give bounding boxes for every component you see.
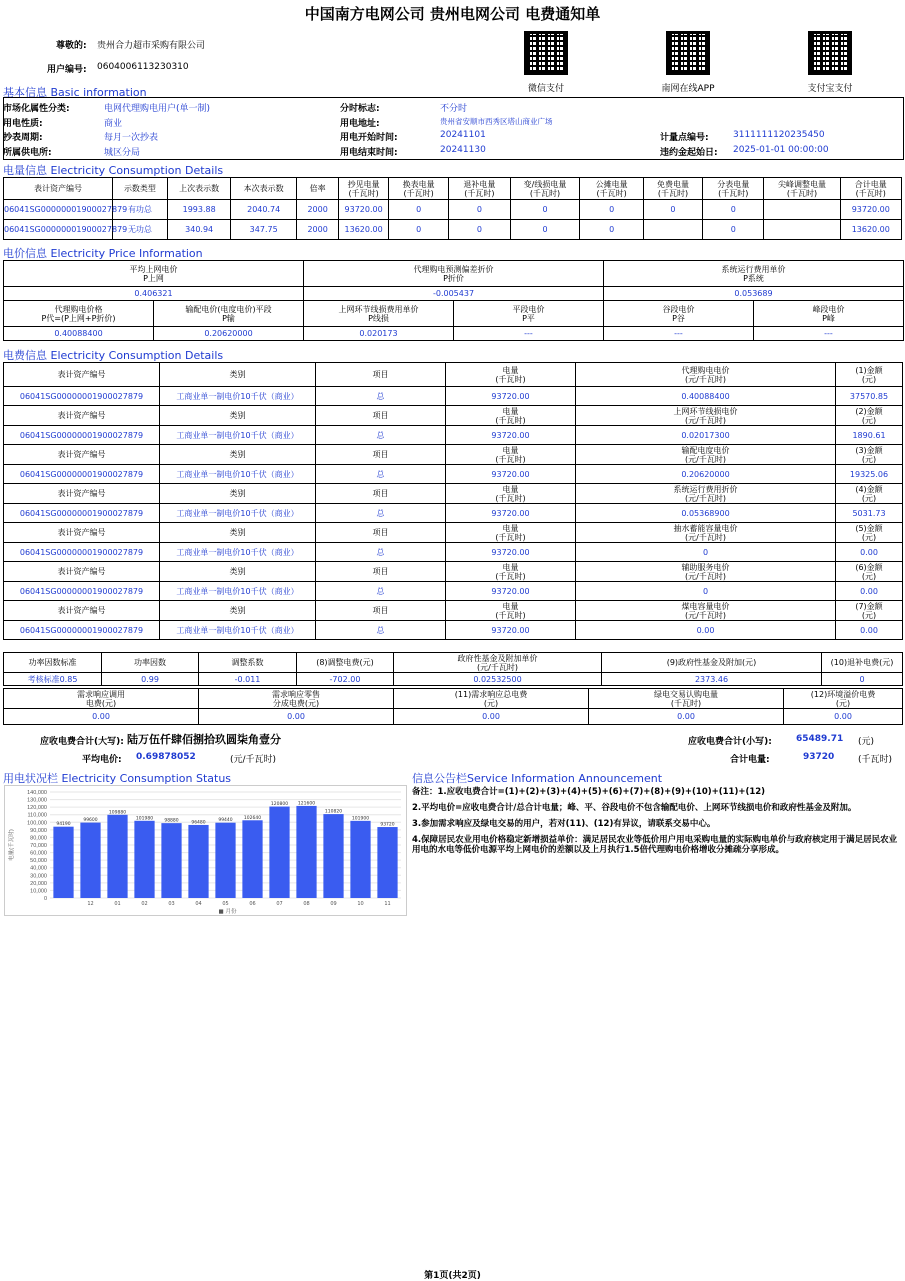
fee-cell: 93720.00 xyxy=(446,465,576,484)
consumption-heading: 电量信息 Electricity Consumption Details xyxy=(3,164,224,177)
fee-cell: 06041SG00000001900027879 xyxy=(4,543,160,562)
avg-price-value: 0.69878052 xyxy=(136,752,196,762)
fee-header: 煤电容量电价 (元/千瓦时) xyxy=(576,601,836,621)
price-heading: 电价信息 Electricity Price Information xyxy=(3,247,203,260)
payment-label: 南网在线APP xyxy=(661,84,715,94)
basic-field-value: 20241101 xyxy=(440,130,486,140)
price-table xyxy=(3,260,904,341)
y-tick-label: 120,000 xyxy=(27,805,47,812)
bar-value-label: 96480 xyxy=(191,820,206,826)
fee-header: 项目 xyxy=(316,445,446,465)
x-tick-label: 03 xyxy=(168,901,175,907)
consumption-cell: 2000 xyxy=(296,200,338,220)
total-small-unit: (元) xyxy=(858,737,875,747)
fee-header: 类别 xyxy=(160,363,316,387)
pf-header: 功率因数标准 xyxy=(4,653,102,673)
avg-price-label: 平均电价: xyxy=(82,755,122,765)
price-header: 谷段电价 P谷 xyxy=(604,301,754,327)
notice-item: 备注：1.应收电费合计=(1)+(2)+(3)+(4)+(5)+(6)+(7)+(8)+(9)+(10)+(11)+(12) xyxy=(412,787,766,797)
pf-cell: 2373.46 xyxy=(602,673,822,686)
chart-bar xyxy=(323,814,343,898)
fee-cell: 总 xyxy=(316,582,446,601)
page-footer: 第1页(共2页) xyxy=(424,1271,481,1281)
bar-value-label: 101980 xyxy=(135,816,154,822)
basic-field-label: 市场化属性分类: xyxy=(3,104,70,114)
chart-bar xyxy=(269,807,289,898)
consumption-header: 倍率 xyxy=(296,178,338,200)
total-qty-value: 93720 xyxy=(803,752,835,762)
chart-bar xyxy=(242,820,262,898)
fee-cell: 0.20620000 xyxy=(576,465,836,484)
table-row xyxy=(4,465,903,484)
chart-bar xyxy=(161,823,181,898)
consumption-cell: 0 xyxy=(388,200,448,220)
basic-field-value: 20241130 xyxy=(440,144,486,155)
basic-info-heading: 基本信息 Basic information xyxy=(3,86,147,99)
price-value: --- xyxy=(454,327,604,341)
notice-item: 3.参加需求响应及绿电交易的用户，若对(11)、(12)有异议，请联系交易中心。 xyxy=(412,819,716,829)
price-value: --- xyxy=(754,327,904,341)
chart-bar xyxy=(80,823,100,898)
payment-label: 支付宝支付 xyxy=(807,84,853,94)
dr-header: (12)环境溢价电费 (元) xyxy=(784,689,903,709)
fee-header: (7)金额 (元) xyxy=(836,601,903,621)
demand-response-table xyxy=(3,688,903,725)
fee-header: 电量 (千瓦时) xyxy=(446,363,576,387)
fee-header: 项目 xyxy=(316,484,446,504)
consumption-cell: 2000 xyxy=(296,220,338,240)
consumption-cell: 0 xyxy=(510,220,580,240)
fee-header: 上网环节线损电价 (元/千瓦时) xyxy=(576,406,836,426)
price-header: 代理购电预测偏差折价 P折价 xyxy=(304,261,604,287)
basic-field-value: 2025-01-01 00:00:00 xyxy=(733,144,829,155)
fee-cell: 93720.00 xyxy=(446,621,576,640)
fee-header: 电量 (千瓦时) xyxy=(446,523,576,543)
fee-header: 类别 xyxy=(160,484,316,504)
y-tick-label: 40,000 xyxy=(30,865,47,872)
fee-header: 系统运行费用折价 (元/千瓦时) xyxy=(576,484,836,504)
bar-value-label: 120800 xyxy=(270,802,289,808)
fee-cell: 0.05368900 xyxy=(576,504,836,523)
fee-cell: 06041SG00000001900027879 xyxy=(4,621,160,640)
consumption-cell: 340.94 xyxy=(167,220,230,240)
dr-header: 绿电交易认购电量 (千瓦时) xyxy=(589,689,784,709)
fee-header: 代理购电电价 (元/千瓦时) xyxy=(576,363,836,387)
customer-name: 贵州合力超市采购有限公司 xyxy=(97,41,206,51)
bar-value-label: 110820 xyxy=(324,809,343,815)
fee-cell: 93720.00 xyxy=(446,426,576,445)
y-tick-label: 110,000 xyxy=(27,812,47,819)
consumption-cell: 0 xyxy=(580,200,643,220)
fee-cell: 工商业单一制电价10千伏（商业） xyxy=(160,465,316,484)
pf-header: (10)退补电费(元) xyxy=(822,653,903,673)
customer-name-label: 尊敬的: xyxy=(56,41,87,51)
x-tick-label: 04 xyxy=(195,901,202,907)
price-value: 0.406321 xyxy=(4,287,304,301)
chart-bar xyxy=(134,821,154,898)
fee-cell: 工商业单一制电价10千伏（商业） xyxy=(160,543,316,562)
x-axis-label: ■ 月份 xyxy=(218,909,237,915)
price-value: --- xyxy=(604,327,754,341)
fee-cell: 0 xyxy=(576,543,836,562)
chart-bar xyxy=(215,823,235,898)
y-tick-label: 0 xyxy=(43,896,47,902)
consumption-cell: 0 xyxy=(703,220,764,240)
consumption-header: 免费电量 (千瓦时) xyxy=(643,178,702,200)
table-row xyxy=(4,582,903,601)
fee-cell: 工商业单一制电价10千伏（商业） xyxy=(160,387,316,406)
bar-value-label: 99600 xyxy=(83,818,98,824)
y-tick-label: 70,000 xyxy=(30,843,47,849)
x-tick-label: 06 xyxy=(249,901,256,907)
basic-field-value: 城区分局 xyxy=(104,147,141,158)
notice-heading: 信息公告栏Service Information Announcement xyxy=(412,772,663,785)
fee-header: 表计资产编号 xyxy=(4,601,160,621)
fee-header: (3)金额 (元) xyxy=(836,445,903,465)
pf-header: 调整系数 xyxy=(199,653,297,673)
bar-value-label: 99440 xyxy=(218,818,233,824)
fee-header: 表计资产编号 xyxy=(4,363,160,387)
fee-header: (6)金额 (元) xyxy=(836,562,903,582)
fee-header: (4)金额 (元) xyxy=(836,484,903,504)
price-header: 平段电价 P平 xyxy=(454,301,604,327)
fee-header: 电量 (千瓦时) xyxy=(446,406,576,426)
fee-cell: 06041SG00000001900027879 xyxy=(4,504,160,523)
fee-header: 表计资产编号 xyxy=(4,562,160,582)
bar-value-label: 109880 xyxy=(108,810,127,816)
y-tick-label: 20,000 xyxy=(30,880,47,887)
table-row xyxy=(4,426,903,445)
status-heading: 用电状况栏 Electricity Consumption Status xyxy=(3,772,232,785)
consumption-header: 抄见电量 (千瓦时) xyxy=(339,178,389,200)
consumption-cell xyxy=(764,200,840,220)
basic-field-value: 贵州省安顺市西秀区塔山商业广场 xyxy=(440,116,553,126)
qr-code-icon[interactable] xyxy=(808,31,852,75)
x-tick-label: 05 xyxy=(222,901,229,907)
fee-header: 类别 xyxy=(160,445,316,465)
consumption-header: 公摊电量 (千瓦时) xyxy=(580,178,643,200)
fee-cell: 总 xyxy=(316,504,446,523)
price-value: 0.20620000 xyxy=(154,327,304,341)
y-tick-label: 140,000 xyxy=(27,790,47,796)
bar-value-label: 93720 xyxy=(380,822,395,828)
consumption-header: 变/线损电量 (千瓦时) xyxy=(510,178,580,200)
fee-header: 表计资产编号 xyxy=(4,523,160,543)
dr-header: 需求响应零售 分成电费(元) xyxy=(199,689,394,709)
consumption-header: 本次表示数 xyxy=(231,178,297,200)
chart-bar xyxy=(296,806,316,898)
table-row xyxy=(4,220,902,240)
chart-bar xyxy=(53,827,73,898)
bar-value-label: 102640 xyxy=(243,815,262,821)
consumption-cell: 有功总 xyxy=(112,200,167,220)
y-tick-label: 60,000 xyxy=(30,850,47,857)
fee-cell: 93720.00 xyxy=(446,582,576,601)
power-factor-table xyxy=(3,652,903,686)
fee-cell: 37570.85 xyxy=(836,387,903,406)
basic-field-label: 用电开始时间: xyxy=(340,133,398,143)
consumption-header: 分表电量 (千瓦时) xyxy=(703,178,764,200)
dr-cell: 0.00 xyxy=(4,709,199,725)
payment-label: 微信支付 xyxy=(527,84,564,94)
qr-code-icon[interactable] xyxy=(524,31,568,75)
consumption-cell xyxy=(643,220,702,240)
dr-cell: 0.00 xyxy=(589,709,784,725)
basic-field-label: 抄表周期: xyxy=(3,133,43,143)
bar-value-label: 98880 xyxy=(164,818,179,824)
fee-cell: 06041SG00000001900027879 xyxy=(4,582,160,601)
pf-cell: -702.00 xyxy=(297,673,394,686)
page-title: 中国南方电网公司 贵州电网公司 电费通知单 xyxy=(304,5,601,23)
pf-header: 功率因数 xyxy=(102,653,199,673)
x-tick-label: 12 xyxy=(87,901,94,907)
y-tick-label: 100,000 xyxy=(27,820,47,827)
fee-cell: 93720.00 xyxy=(446,387,576,406)
price-header: 代理购电价格 P代=(P上网+P折价) xyxy=(4,301,154,327)
consumption-header: 换表电量 (千瓦时) xyxy=(388,178,448,200)
y-tick-label: 10,000 xyxy=(30,888,47,895)
fee-header: (5)金额 (元) xyxy=(836,523,903,543)
chart-bar xyxy=(107,815,127,898)
fee-cell: 1890.61 xyxy=(836,426,903,445)
basic-field-value: 3111111120235450 xyxy=(733,130,825,140)
pf-cell: 0.99 xyxy=(102,673,199,686)
fee-cell: 工商业单一制电价10千伏（商业） xyxy=(160,621,316,640)
basic-field-value: 每月一次抄表 xyxy=(104,133,159,143)
consumption-cell: 0 xyxy=(449,220,510,240)
fee-cell: 0.00 xyxy=(836,621,903,640)
dr-cell: 0.00 xyxy=(199,709,394,725)
y-axis-label: 电量(千瓦时) xyxy=(9,829,15,861)
basic-field-label: 计量点编号: xyxy=(660,133,709,143)
total-qty-label: 合计电量: xyxy=(730,755,770,765)
fee-header: 电量 (千瓦时) xyxy=(446,445,576,465)
pf-cell: 考核标准0.85 xyxy=(4,673,102,686)
pf-header: (8)调整电费(元) xyxy=(297,653,394,673)
fee-header: 项目 xyxy=(316,562,446,582)
y-tick-label: 80,000 xyxy=(30,835,47,842)
pf-cell: -0.011 xyxy=(199,673,297,686)
table-row xyxy=(4,200,902,220)
table-row xyxy=(4,387,903,406)
fee-header: 类别 xyxy=(160,406,316,426)
fee-header: 项目 xyxy=(316,406,446,426)
basic-field-value: 商业 xyxy=(104,118,123,129)
consumption-cell: 93720.00 xyxy=(339,200,389,220)
fee-header: (1)金额 (元) xyxy=(836,363,903,387)
total-big-value: 陆万伍仟肆佰捌拾玖圆柒角壹分 xyxy=(127,733,281,746)
fee-header: 辅助服务电价 (元/千瓦时) xyxy=(576,562,836,582)
price-header: 输配电价(电度电价)平段 P输 xyxy=(154,301,304,327)
y-tick-label: 30,000 xyxy=(30,873,47,880)
pf-cell: 0.02532500 xyxy=(394,673,602,686)
basic-field-value: 电网代理购电用户(单一制) xyxy=(104,104,211,114)
consumption-cell xyxy=(764,220,840,240)
consumption-cell: 0 xyxy=(643,200,702,220)
fee-cell: 06041SG00000001900027879 xyxy=(4,426,160,445)
consumption-cell: 13620.00 xyxy=(840,220,901,240)
fees-heading: 电费信息 Electricity Consumption Details xyxy=(3,349,224,362)
basic-field-value: 不分时 xyxy=(440,104,468,114)
fee-header: 类别 xyxy=(160,601,316,621)
fee-header: 表计资产编号 xyxy=(4,406,160,426)
fee-cell: 0.02017300 xyxy=(576,426,836,445)
dr-cell: 0.00 xyxy=(394,709,589,725)
fee-cell: 06041SG00000001900027879 xyxy=(4,465,160,484)
notice-item: 4.保障居民农业用电价格稳定新增损益单价：满足居民农业等低价用户用电采购电量的实际购电单价与政府核定用于满足居民农业用电的水电等低价电源平均上网电价的差额以及上月执行1.5倍代理购电价格增收分摊疏分享形成。 xyxy=(412,835,898,855)
consumption-cell: 2040.74 xyxy=(231,200,297,220)
consumption-header: 合计电量 (千瓦时) xyxy=(840,178,901,200)
pf-cell: 0 xyxy=(822,673,903,686)
total-big-label: 应收电费合计(大写): xyxy=(40,737,124,747)
x-tick-label: 09 xyxy=(330,901,337,907)
table-row xyxy=(4,543,903,562)
consumption-header: 表计资产编号 xyxy=(4,178,113,200)
fee-header: 电量 (千瓦时) xyxy=(446,484,576,504)
consumption-cell: 0 xyxy=(449,200,510,220)
price-value: -0.005437 xyxy=(304,287,604,301)
notice-items xyxy=(412,787,902,861)
x-tick-label: 07 xyxy=(276,901,283,907)
total-qty-unit: (千瓦时) xyxy=(858,755,893,765)
consumption-cell: 0 xyxy=(580,220,643,240)
customer-id: 0604006113230310 xyxy=(97,62,189,72)
customer-id-label: 用户编号: xyxy=(47,65,87,75)
consumption-chart-svg xyxy=(5,786,406,915)
consumption-header: 示数类型 xyxy=(112,178,167,200)
pf-header: (9)政府性基金及附加(元) xyxy=(602,653,822,673)
consumption-header: 退补电量 (千瓦时) xyxy=(449,178,510,200)
consumption-table xyxy=(3,177,902,240)
bar-value-label: 101900 xyxy=(351,816,370,822)
basic-field-label: 所属供电所: xyxy=(3,147,52,158)
fee-header: 电量 (千瓦时) xyxy=(446,562,576,582)
pf-header: 政府性基金及附加单价 (元/千瓦时) xyxy=(394,653,602,673)
basic-field-label: 分时标志: xyxy=(340,104,380,114)
consumption-cell: 06041SG00000001900027879 xyxy=(4,200,113,220)
fee-header: 类别 xyxy=(160,523,316,543)
price-header: 系统运行费用单价 P系统 xyxy=(604,261,904,287)
consumption-cell: 06041SG00000001900027879 xyxy=(4,220,113,240)
fee-header: 表计资产编号 xyxy=(4,445,160,465)
fee-cell: 93720.00 xyxy=(446,504,576,523)
fees-table xyxy=(3,362,903,640)
y-tick-label: 90,000 xyxy=(30,827,47,834)
table-row xyxy=(4,504,903,523)
fee-header: 电量 (千瓦时) xyxy=(446,601,576,621)
fee-cell: 19325.06 xyxy=(836,465,903,484)
table-row xyxy=(4,621,903,640)
dr-header: (11)需求响应总电费 (元) xyxy=(394,689,589,709)
fee-cell: 总 xyxy=(316,621,446,640)
fee-cell: 总 xyxy=(316,426,446,445)
qr-code-icon[interactable] xyxy=(666,31,710,75)
dr-cell: 0.00 xyxy=(784,709,903,725)
y-tick-label: 50,000 xyxy=(30,858,47,865)
chart-bar xyxy=(377,827,397,898)
fee-cell: 0 xyxy=(576,582,836,601)
fee-header: 输配电度电价 (元/千瓦时) xyxy=(576,445,836,465)
price-value: 0.40088400 xyxy=(4,327,154,341)
price-value: 0.020173 xyxy=(304,327,454,341)
x-tick-label: 01 xyxy=(114,901,121,907)
fee-cell: 0.00 xyxy=(576,621,836,640)
consumption-cell: 0 xyxy=(510,200,580,220)
total-small-label: 应收电费合计(小写): xyxy=(688,737,772,747)
fee-cell: 0.00 xyxy=(836,543,903,562)
fee-cell: 5031.73 xyxy=(836,504,903,523)
fee-header: 表计资产编号 xyxy=(4,484,160,504)
consumption-cell: 93720.00 xyxy=(840,200,901,220)
total-small-value: 65489.71 xyxy=(796,734,844,744)
consumption-cell: 1993.88 xyxy=(167,200,230,220)
fee-cell: 0.40088400 xyxy=(576,387,836,406)
price-value: 0.053689 xyxy=(604,287,904,301)
notice-item: 2.平均电价=应收电费合计/总合计电量；峰、平、谷段电价不包含输配电价、上网环节线损电价和政府性基金及附加。 xyxy=(412,803,857,813)
x-tick-label: 10 xyxy=(357,901,364,907)
basic-field-label: 用电地址: xyxy=(340,118,380,129)
fee-header: 项目 xyxy=(316,523,446,543)
avg-price-unit: (元/千瓦时) xyxy=(230,755,277,765)
fee-header: 项目 xyxy=(316,363,446,387)
consumption-cell: 0 xyxy=(703,200,764,220)
fee-cell: 0.00 xyxy=(836,582,903,601)
price-header: 上网环节线损费用单价 P线损 xyxy=(304,301,454,327)
consumption-cell: 0 xyxy=(388,220,448,240)
fee-cell: 工商业单一制电价10千伏（商业） xyxy=(160,426,316,445)
y-tick-label: 130,000 xyxy=(27,797,47,804)
bar-value-label: 121600 xyxy=(297,801,316,807)
bar-value-label: 94190 xyxy=(56,822,71,828)
x-tick-label: 11 xyxy=(384,901,391,907)
x-tick-label: 08 xyxy=(303,901,310,907)
fee-cell: 06041SG00000001900027879 xyxy=(4,387,160,406)
chart-bar xyxy=(188,825,208,898)
fee-cell: 93720.00 xyxy=(446,543,576,562)
fee-cell: 总 xyxy=(316,465,446,484)
consumption-cell: 13620.00 xyxy=(339,220,389,240)
consumption-chart xyxy=(4,785,407,916)
consumption-cell: 无功总 xyxy=(112,220,167,240)
dr-header: 需求响应调用 电费(元) xyxy=(4,689,199,709)
price-header: 平均上网电价 P上网 xyxy=(4,261,304,287)
fee-header: 项目 xyxy=(316,601,446,621)
fee-header: 抽水蓄能容量电价 (元/千瓦时) xyxy=(576,523,836,543)
consumption-cell: 347.75 xyxy=(231,220,297,240)
chart-bar xyxy=(350,821,370,898)
price-header: 峰段电价 P峰 xyxy=(754,301,904,327)
consumption-header: 上次表示数 xyxy=(167,178,230,200)
fee-cell: 工商业单一制电价10千伏（商业） xyxy=(160,582,316,601)
fee-cell: 总 xyxy=(316,543,446,562)
consumption-header: 尖峰调整电量 (千瓦时) xyxy=(764,178,840,200)
fee-cell: 总 xyxy=(316,387,446,406)
basic-field-label: 用电结束时间: xyxy=(340,147,398,158)
basic-field-label: 违约金起始日: xyxy=(660,147,718,158)
basic-field-label: 用电性质: xyxy=(3,118,43,129)
x-tick-label: 02 xyxy=(141,901,148,907)
fee-cell: 工商业单一制电价10千伏（商业） xyxy=(160,504,316,523)
fee-header: (2)金额 (元) xyxy=(836,406,903,426)
fee-header: 类别 xyxy=(160,562,316,582)
